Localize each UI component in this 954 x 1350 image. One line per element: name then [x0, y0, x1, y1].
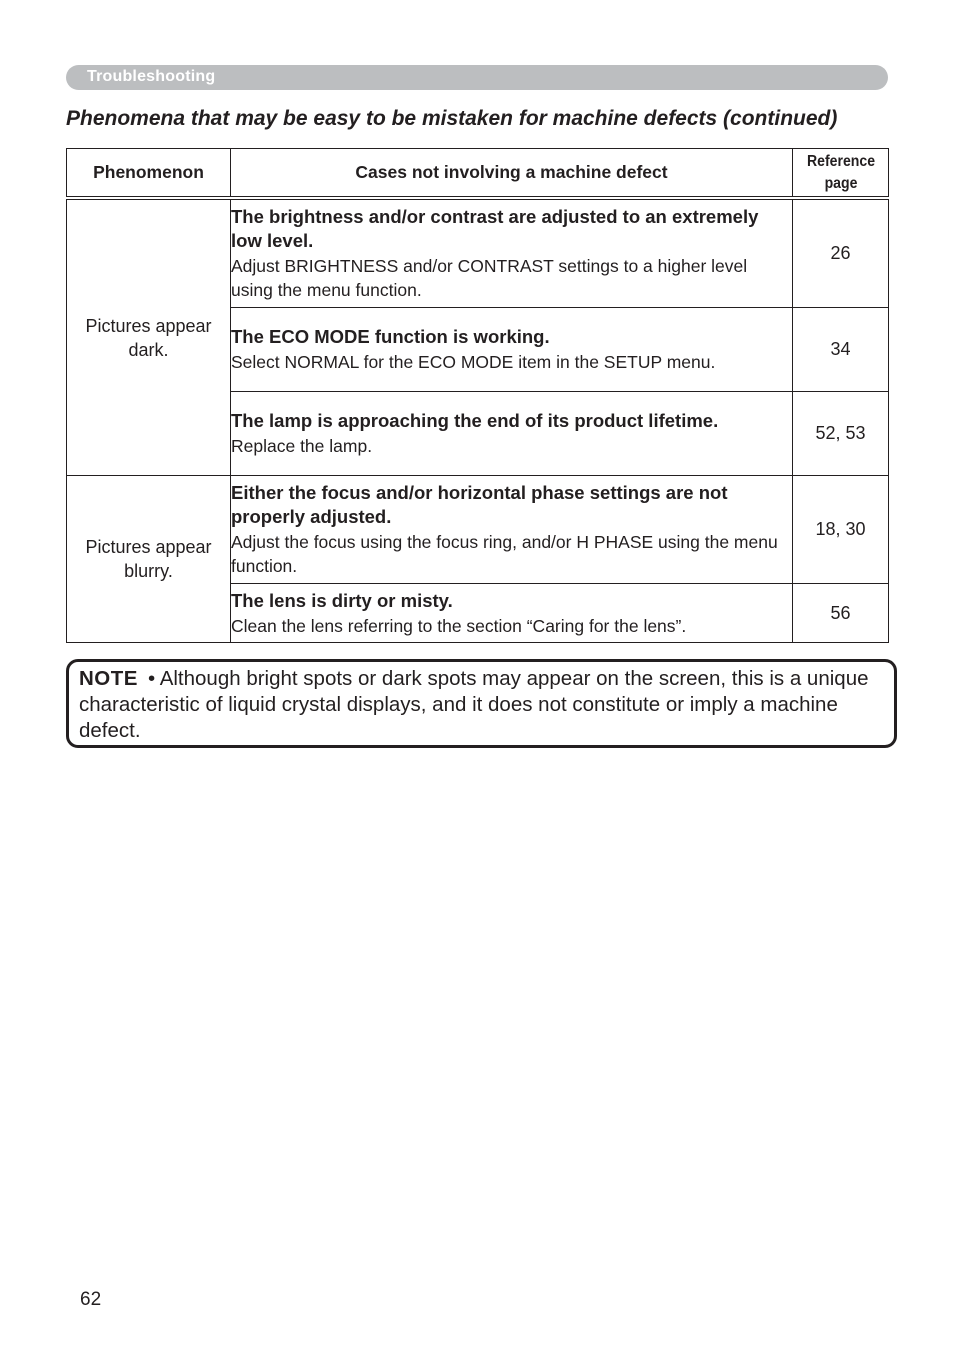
table-row [67, 476, 889, 584]
case-cell [231, 476, 793, 584]
case-description: Clean the lens referring to the section “Caring for the lens”. [231, 615, 687, 636]
case-cell [231, 198, 793, 308]
case-title: The lamp is approaching the end of its product lifetime. [231, 410, 719, 431]
case-description: Replace the lamp. [231, 436, 373, 456]
phenomenon-cell: Pictures appear blurry. [67, 476, 231, 643]
phenomenon-cell: Pictures appear dark. [67, 198, 231, 476]
table-header-row [67, 149, 889, 199]
case-title: The lens is dirty or misty. [231, 589, 453, 611]
case-cell [231, 308, 793, 392]
note-box [66, 659, 897, 748]
column-header-reference: Reference page [798, 149, 882, 199]
case-description: Adjust the focus using the focus ring, and/or H PHASE using the menu function. [231, 532, 778, 576]
case-cell [231, 392, 793, 476]
case-description: Select NORMAL for the ECO MODE item in the SETUP menu. [231, 352, 716, 372]
troubleshooting-table [66, 148, 889, 643]
case-cell [231, 584, 793, 643]
column-header-phenomenon: Phenomenon [67, 149, 231, 199]
table-row [67, 198, 889, 308]
page-number: 62 [80, 1289, 102, 1310]
reference-page: 52, 53 [793, 392, 889, 476]
page-title: Phenomena that may be easy to be mistaken for machine defects (continued) [66, 107, 838, 130]
case-description: Adjust BRIGHTNESS and/or CONTRAST settings to a higher level using the menu function. [231, 256, 748, 300]
reference-page: 26 [793, 198, 889, 308]
section-header-label: Troubleshooting [87, 68, 216, 85]
reference-page: 34 [793, 308, 889, 392]
section-header-bar [66, 65, 888, 90]
reference-page: 18, 30 [793, 476, 889, 584]
case-title: Either the focus and/or horizontal phase settings are not properly adjusted. [231, 482, 728, 527]
note-text: • Although bright spots or dark spots may appear on the screen, this is a unique characteristic of liquid crystal displays, and it does not constitute or imply a machine defect. [79, 667, 869, 742]
case-title: The brightness and/or contrast are adjusted to an extremely low level. [231, 206, 759, 251]
case-title: The ECO MODE function is working. [231, 326, 550, 347]
column-header-cases: Cases not involving a machine defect [231, 149, 793, 199]
note-label: NOTE [79, 667, 138, 690]
reference-page: 56 [793, 584, 889, 643]
